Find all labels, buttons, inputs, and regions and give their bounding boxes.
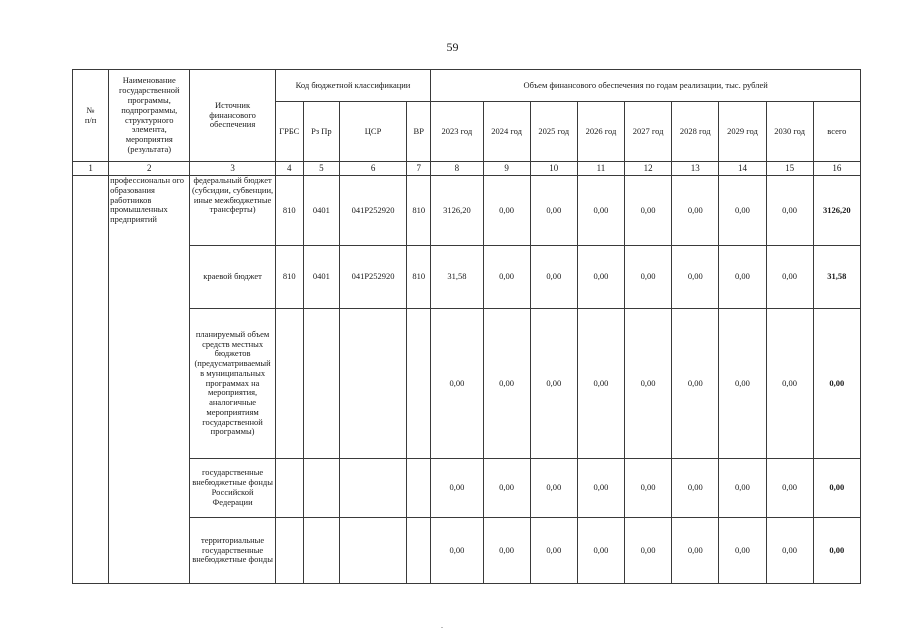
- rzpr-cell: [303, 309, 339, 459]
- csr-cell: [339, 459, 406, 518]
- column-number: 6: [339, 162, 406, 176]
- row-label: профессиональн ого образования работников промышленных предприятий: [109, 176, 190, 584]
- table-row: [73, 459, 861, 518]
- value-cell: 0,00: [431, 309, 483, 459]
- total-cell: 0,00: [813, 518, 860, 584]
- csr-cell: 041P252920: [339, 176, 406, 246]
- value-cell: 0,00: [577, 176, 624, 246]
- value-cell: 0,00: [766, 459, 813, 518]
- value-cell: 0,00: [672, 309, 719, 459]
- value-cell: 0,00: [719, 459, 766, 518]
- header-code-group: Код бюджетной классификации: [275, 70, 431, 102]
- value-cell: 0,00: [530, 459, 577, 518]
- header-year-2026: 2026 год: [577, 102, 624, 162]
- column-number: 4: [275, 162, 303, 176]
- total-cell: 31,58: [813, 246, 860, 309]
- header-grbs: ГРБС: [275, 102, 303, 162]
- grbs-cell: [275, 518, 303, 584]
- column-number: 8: [431, 162, 483, 176]
- column-number: 16: [813, 162, 860, 176]
- grbs-cell: 810: [275, 246, 303, 309]
- value-cell: 0,00: [431, 518, 483, 584]
- grbs-cell: 810: [275, 176, 303, 246]
- column-number: 5: [303, 162, 339, 176]
- value-cell: 0,00: [766, 518, 813, 584]
- value-cell: 0,00: [719, 518, 766, 584]
- column-number: 3: [190, 162, 275, 176]
- value-cell: 0,00: [719, 309, 766, 459]
- column-number: 13: [672, 162, 719, 176]
- vr-cell: [407, 518, 431, 584]
- value-cell: 3126,20: [431, 176, 483, 246]
- value-cell: 0,00: [719, 246, 766, 309]
- header-row-1: [73, 70, 861, 102]
- row-number-cell: [73, 176, 109, 584]
- value-cell: 0,00: [530, 309, 577, 459]
- source-cell: территориальные государственные внебюджетные фонды: [190, 518, 275, 584]
- header-num: № п/п: [73, 70, 109, 162]
- source-cell: краевой бюджет: [190, 246, 275, 309]
- column-number: 9: [483, 162, 530, 176]
- header-csr: ЦСР: [339, 102, 406, 162]
- value-cell: 0,00: [766, 309, 813, 459]
- value-cell: 0,00: [672, 518, 719, 584]
- column-number: 12: [625, 162, 672, 176]
- grbs-cell: [275, 459, 303, 518]
- vr-cell: [407, 309, 431, 459]
- vr-cell: 810: [407, 246, 431, 309]
- value-cell: 0,00: [483, 459, 530, 518]
- column-number: 15: [766, 162, 813, 176]
- value-cell: 0,00: [483, 246, 530, 309]
- csr-cell: [339, 518, 406, 584]
- value-cell: 0,00: [625, 459, 672, 518]
- header-name: Наименование государственной программы, подпрограммы, структурного элемента, мероприятия (результата): [109, 70, 190, 162]
- column-number: 1: [73, 162, 109, 176]
- header-year-2029: 2029 год: [719, 102, 766, 162]
- column-number: 14: [719, 162, 766, 176]
- value-cell: 31,58: [431, 246, 483, 309]
- value-cell: 0,00: [625, 309, 672, 459]
- header-year-2025: 2025 год: [530, 102, 577, 162]
- column-number: 10: [530, 162, 577, 176]
- source-cell: федеральный бюджет (субсидии, субвенции, иные межбюджетные трансферты): [190, 176, 275, 246]
- value-cell: 0,00: [766, 246, 813, 309]
- source-cell: государственные внебюджетные фонды Российской Федерации: [190, 459, 275, 518]
- rzpr-cell: [303, 518, 339, 584]
- value-cell: 0,00: [530, 246, 577, 309]
- header-rzpr: Рз Пр: [303, 102, 339, 162]
- value-cell: 0,00: [483, 518, 530, 584]
- value-cell: 0,00: [431, 459, 483, 518]
- rzpr-cell: 0401: [303, 246, 339, 309]
- header-year-2024: 2024 год: [483, 102, 530, 162]
- value-cell: 0,00: [483, 176, 530, 246]
- value-cell: 0,00: [577, 518, 624, 584]
- value-cell: 0,00: [625, 246, 672, 309]
- table-row: [73, 309, 861, 459]
- value-cell: 0,00: [672, 246, 719, 309]
- total-cell: 0,00: [813, 309, 860, 459]
- rzpr-cell: 0401: [303, 176, 339, 246]
- header-source: Источник финансового обеспечения: [190, 70, 275, 162]
- column-number: 11: [577, 162, 624, 176]
- value-cell: 0,00: [766, 176, 813, 246]
- scan-mark: [441, 627, 443, 628]
- column-number: 2: [109, 162, 190, 176]
- column-number: 7: [407, 162, 431, 176]
- column-number-row: [73, 162, 861, 176]
- header-year-2023: 2023 год: [431, 102, 483, 162]
- budget-table: [72, 69, 861, 584]
- total-cell: 3126,20: [813, 176, 860, 246]
- value-cell: 0,00: [577, 459, 624, 518]
- vr-cell: [407, 459, 431, 518]
- value-cell: 0,00: [625, 176, 672, 246]
- header-vr: ВР: [407, 102, 431, 162]
- page-number: 59: [446, 40, 459, 54]
- header-total: всего: [813, 102, 860, 162]
- value-cell: 0,00: [625, 518, 672, 584]
- header-year-2030: 2030 год: [766, 102, 813, 162]
- value-cell: 0,00: [530, 176, 577, 246]
- value-cell: 0,00: [530, 518, 577, 584]
- rzpr-cell: [303, 459, 339, 518]
- value-cell: 0,00: [577, 246, 624, 309]
- vr-cell: 810: [407, 176, 431, 246]
- total-cell: 0,00: [813, 459, 860, 518]
- table-row: [73, 176, 861, 246]
- header-volume-group: Объем финансового обеспечения по годам реализации, тыс. рублей: [431, 70, 861, 102]
- grbs-cell: [275, 309, 303, 459]
- header-year-2028: 2028 год: [672, 102, 719, 162]
- value-cell: 0,00: [483, 309, 530, 459]
- header-year-2027: 2027 год: [625, 102, 672, 162]
- csr-cell: [339, 309, 406, 459]
- value-cell: 0,00: [577, 309, 624, 459]
- source-cell: планируемый объем средств местных бюджетов (предусматриваемый в муниципальных программах на мероприятия, аналогичные мероприятиям государственной программы): [190, 309, 275, 459]
- value-cell: 0,00: [672, 176, 719, 246]
- table-row: [73, 518, 861, 584]
- value-cell: 0,00: [719, 176, 766, 246]
- value-cell: 0,00: [672, 459, 719, 518]
- table-row: [73, 246, 861, 309]
- csr-cell: 041P252920: [339, 246, 406, 309]
